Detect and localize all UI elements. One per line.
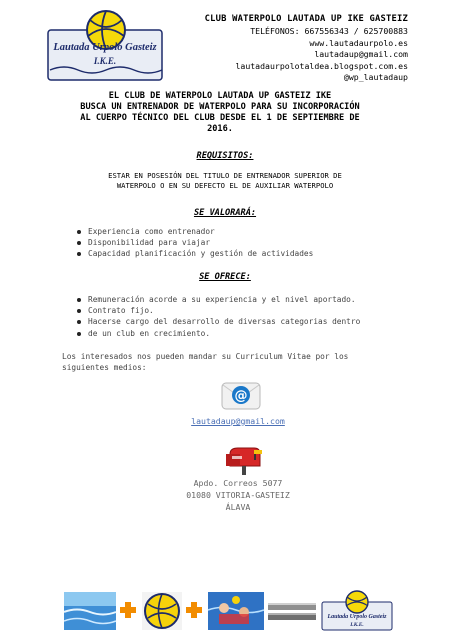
plus-icon bbox=[186, 602, 202, 618]
requisitos-title: REQUISITOS: bbox=[196, 151, 254, 161]
requisitos-line: WATERPOLO O EN SU DEFECTO EL DE AUXILIAR WATERPOLO bbox=[116, 181, 334, 190]
requisitos-text bbox=[60, 171, 390, 191]
logo-text-line1: Lautada Urpolo Gasteiz bbox=[53, 42, 157, 53]
list-item: Disponibilidad para viajar bbox=[76, 237, 313, 248]
postal-line: ÁLAVA bbox=[225, 501, 251, 512]
announcement-headline bbox=[50, 91, 390, 135]
club-name: CLUB WATERPOLO LAUTADA UP IKE GASTEIZ bbox=[204, 14, 408, 24]
phone-numbers: TELÉFONOS: 667556343 / 625700883 bbox=[250, 26, 408, 37]
plus-icon bbox=[120, 602, 136, 618]
ofrece-title: SE OFRECE: bbox=[199, 272, 251, 282]
logo-small-text-line2: I.K.E. bbox=[350, 622, 364, 628]
water-image bbox=[64, 592, 116, 630]
blog-link[interactable]: lautadaurpolotaldea.blogspot.com.es bbox=[235, 60, 408, 71]
list-item: de un club en crecimiento. bbox=[76, 328, 360, 339]
valorara-title: SE VALORARÁ: bbox=[193, 208, 257, 218]
waterpolo-ball-image bbox=[142, 592, 182, 630]
headline-line: BUSCA UN ENTRENADOR DE WATERPOLO PARA SU INCORPORACIÓN bbox=[80, 102, 360, 112]
email-link[interactable]: lautadaup@gmail.com bbox=[191, 416, 285, 426]
invitation-text bbox=[62, 351, 407, 373]
email-at-icon bbox=[221, 381, 261, 411]
list-item: Capacidad planificación y gestión de actividades bbox=[76, 248, 313, 259]
website-link[interactable]: www.lautadaurpolo.es bbox=[309, 37, 408, 48]
headline-line: EL CLUB DE WATERPOLO LAUTADA UP GASTEIZ IKE bbox=[108, 91, 332, 101]
list-item: Hacerse cargo del desarrollo de diversas categorias dentro bbox=[76, 316, 360, 327]
contact-email[interactable]: lautadaup@gmail.com bbox=[314, 49, 408, 60]
svg-text:@: @ bbox=[234, 388, 248, 404]
ofrece-list bbox=[76, 294, 360, 339]
equals-icon bbox=[268, 603, 316, 620]
mailbox-icon bbox=[224, 446, 266, 476]
postal-address bbox=[0, 478, 450, 513]
headline-line: AL CUERPO TÉCNICO DEL CLUB DESDE EL 1 DE SEPTIEMBRE DE bbox=[80, 113, 360, 123]
logo-small-text-line1: Lautada Urpolo Gasteiz bbox=[327, 614, 387, 620]
postal-line: 01080 VITORIA-GASTEIZ bbox=[186, 489, 290, 500]
logo-text-line2: I.K.E. bbox=[93, 56, 117, 66]
postal-line: Apdo. Correos 5077 bbox=[193, 478, 283, 488]
list-item: Remuneración acorde a su experiencia y el nivel aportado. bbox=[76, 294, 360, 305]
requisitos-line: ESTAR EN POSESIÓN DEL TITULO DE ENTRENADOR SUPERIOR DE bbox=[108, 171, 342, 180]
contact-block bbox=[205, 14, 408, 83]
players-image bbox=[208, 592, 264, 630]
list-item: Experiencia como entrenador bbox=[76, 226, 313, 237]
list-item: Contrato fijo. bbox=[76, 305, 360, 316]
headline-line: 2016. bbox=[207, 124, 233, 134]
valorara-list bbox=[76, 226, 313, 260]
invitation-line: Los interesados nos pueden mandar su Curriculum Vitae por los bbox=[62, 352, 349, 361]
twitter-handle[interactable]: @wp_lautadaup bbox=[343, 72, 408, 83]
footer-image-strip bbox=[64, 590, 394, 632]
club-logo bbox=[44, 8, 164, 84]
invitation-line: siguientes medios: bbox=[62, 363, 147, 373]
